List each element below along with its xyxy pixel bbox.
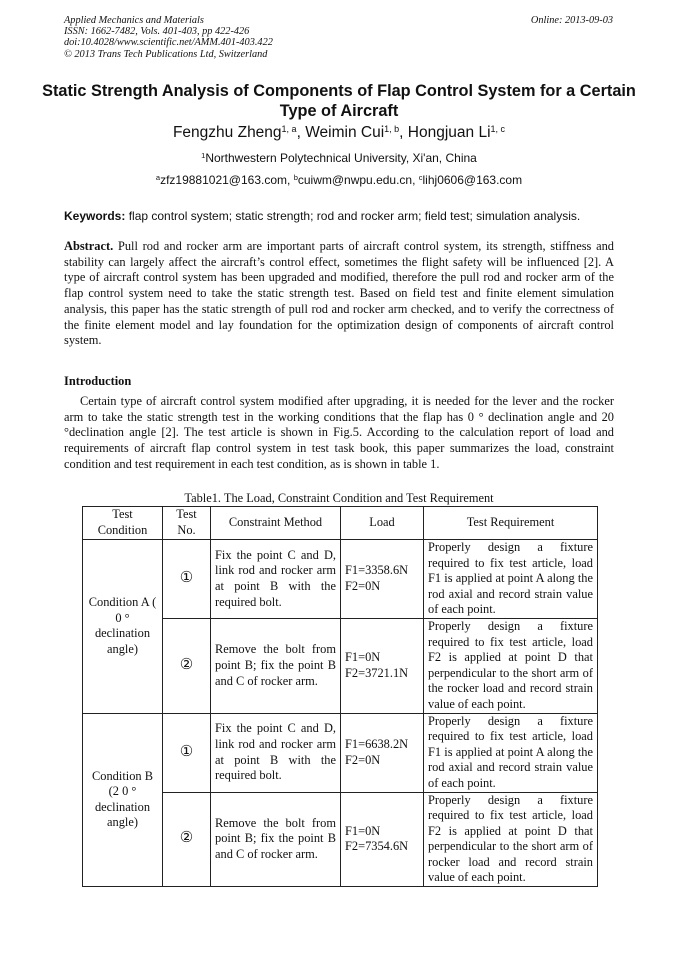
load-value: F2=0N [345,578,381,593]
load-cell [341,618,424,713]
copyright-line: © 2013 Trans Tech Publications Ltd, Switzerland [64,48,268,60]
section-heading-introduction: Introduction [64,374,132,388]
journal-name: Applied Mechanics and Materials [64,15,204,26]
requirement-cell: Properly design a fixture required to fix test article, load F2 is applied at point D that perpendicular to the short arm of rocker load and record strain value of each point. [424,792,598,887]
email-address: lihj0606@163.com [422,173,523,187]
issn-line: ISSN: 1662-7482, Vols. 401-403, pp 422-426 [64,26,250,38]
paper-title: Static Strength Analysis of Components of Flap Control System for a Certain Type of Aircraft [42,82,636,120]
author-separator: , [399,124,408,141]
table-row [83,540,598,619]
author-superscript: 1, a [281,124,297,134]
load-cell [341,540,424,619]
email-superscript: c [418,173,423,182]
header-test-requirement: Test Requirement [424,507,598,540]
header-load: Load [341,507,424,540]
affiliation-text: Northwestern Polytechnical University, Xi'an, China [205,151,477,165]
author-superscript: 1, b [384,124,400,134]
load-cell [341,792,424,887]
abstract [64,239,614,349]
affiliation [40,150,638,168]
requirement-cell: Properly design a fixture required to fix test article, load F2 is applied at point D that perpendicular to the short arm of the rocker load and record strain value of each point. [424,618,598,713]
affiliation-superscript: 1 [201,151,206,160]
condition-cell: Condition A ( 0 ° declination angle) [83,540,163,714]
abstract-text: Pull rod and rocker arm are important parts of aircraft control system, its strength, stiffness and stability can largely affect the aircraft’s control effect, sometimes the flight safety will be influenced [2]. A type of aircraft control system has been upgraded and modified, therefore the pull rod and rocker arm of the flap control system need to take the static strength test. Based on field test and finite element simulation analysis, this paper has the static strength of pull rod and rocker arm checked, and to verify the correctness of the finite element model and lay foundation for the optimization design of components of aircraft control system. [64,239,614,348]
author-name: Hongjuan Li [407,124,491,141]
constraint-cell: Remove the bolt from point B; fix the point B and C of rocker arm. [211,792,341,887]
load-value: F1=3358.6N [345,563,409,578]
test-number-cell: ② [163,792,211,887]
author-separator: , [296,124,306,141]
load-value: F1=0N [345,823,381,838]
load-cell [341,713,424,792]
keywords [64,208,614,224]
keywords-label: Keywords: [64,209,126,223]
constraint-cell: Fix the point C and D, link rod and rocker arm at point B with the required bolt. [211,540,341,619]
constraint-cell: Remove the bolt from point B; fix the point B and C of rocker arm. [211,618,341,713]
test-number-cell: ① [163,540,211,619]
table-header-row [83,507,598,540]
email-superscript: a [155,173,161,182]
author-name: Weimin Cui [305,124,385,141]
abstract-label: Abstract. [64,239,114,253]
email-superscript: b [293,173,298,182]
load-constraint-table [82,506,598,887]
load-value: F1=0N [345,650,381,665]
email-address: zfz19881021@163.com, [160,173,294,187]
header-constraint-method: Constraint Method [211,507,341,540]
load-value: F2=0N [345,752,381,767]
keywords-text: flap control system; static strength; rod and rocker arm; field test; simulation analysis. [125,209,581,223]
introduction-paragraph: Certain type of aircraft control system modified after upgrading, it is needed for the lever and the rocker arm to take the static strength test in the working conditions that the flap has 0 ° declination angle and 20 °declination angle [2]. The test article is shown in Fig.5. According to the calculation report of load and requirements of aircraft flap control system in test task book, this paper summarizes the load, constraint condition and test requirement in each test condition, as is shown in table 1. [64,394,614,471]
author-superscript: 1, c [490,124,506,134]
load-value: F1=6638.2N [345,736,409,751]
load-value: F2=7354.6N [345,839,409,854]
email-address: cuiwm@nwpu.edu.cn, [297,173,419,187]
author-emails [40,172,638,190]
table-caption: Table1. The Load, Constraint Condition and Test Requirement [184,491,494,505]
online-date: Online: 2013-09-03 [530,15,613,26]
doi-line: doi:10.4028/www.scientific.net/AMM.401-403.422 [64,37,273,49]
condition-cell: Condition B (2 0 ° declination angle) [83,713,163,887]
author-name: Fengzhu Zheng [172,124,282,141]
test-number-cell: ② [163,618,211,713]
journal-header [64,15,273,60]
requirement-cell: Properly design a fixture required to fix test article, load F1 is applied at point A along the rod axial and record strain value of each point. [424,540,598,619]
author-list [40,123,638,144]
header-test-condition: Test Condition [83,507,163,540]
requirement-cell: Properly design a fixture required to fix test article, load F1 is applied at point A along the rod axial and record strain value of each point. [424,713,598,792]
test-number-cell: ① [163,713,211,792]
table-row [83,713,598,792]
constraint-cell: Fix the point C and D, link rod and rocker arm at point B with the required bolt. [211,713,341,792]
load-value: F2=3721.1N [345,665,409,680]
header-test-no: Test No. [163,507,211,540]
